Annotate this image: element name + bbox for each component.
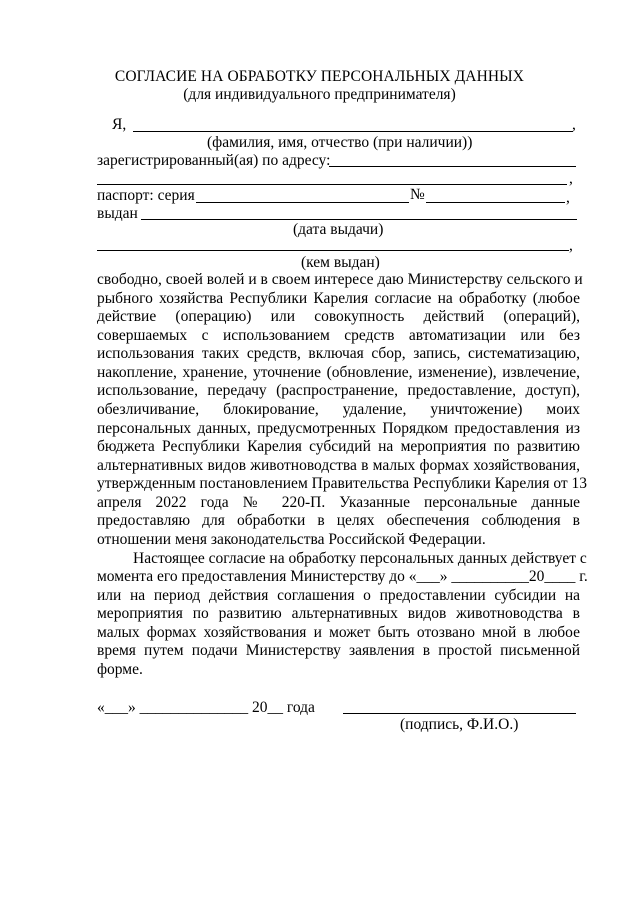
issue-date-caption: (дата выдачи) bbox=[293, 221, 384, 238]
paragraph-line: форме. bbox=[97, 661, 143, 678]
address-field-line[interactable] bbox=[329, 166, 576, 167]
paragraph-line: мероприятия по развитию альтернативных видов животноводства в bbox=[97, 605, 580, 622]
document-title: СОГЛАСИЕ НА ОБРАБОТКУ ПЕРСОНАЛЬНЫХ ДАННЫХ bbox=[114, 68, 525, 85]
document-subtitle: (для индивидуального предпринимателя) bbox=[183, 86, 456, 103]
paragraph-line: бюджета Республики Карелия субсидий на мероприятия по развитию bbox=[97, 438, 580, 455]
issued-by-caption: (кем выдан) bbox=[301, 254, 380, 271]
fio-comma: , bbox=[572, 116, 576, 133]
address-label: зарегистрированный(ая) по адресу: bbox=[97, 152, 331, 169]
signature-field-line[interactable] bbox=[343, 713, 576, 714]
paragraph-line: или на период действия соглашения о предоставлении субсидии на bbox=[97, 587, 580, 604]
paragraph-line: апреля 2022 года № 220-П. Указанные персональные данные bbox=[97, 494, 580, 511]
issued-by-comma: , bbox=[569, 237, 573, 254]
address-field-line-2[interactable] bbox=[97, 184, 567, 185]
paragraph-line: малых формах хозяйствования и может быть отозвано мной в любое bbox=[97, 624, 580, 641]
address-comma: , bbox=[569, 170, 573, 187]
signature-caption: (подпись, Ф.И.О.) bbox=[400, 716, 519, 733]
paragraph-line: использования таких средств, включая сбор, запись, систематизацию, bbox=[97, 345, 580, 362]
issued-label: выдан bbox=[97, 205, 138, 222]
issue-date-field-line[interactable] bbox=[141, 219, 577, 220]
passport-series-label: паспорт: серия bbox=[97, 187, 195, 204]
passport-number-field-line[interactable] bbox=[426, 202, 565, 203]
ya-label: Я, bbox=[112, 116, 127, 133]
issued-by-field-line[interactable] bbox=[97, 250, 569, 251]
paragraph-line: время путем подачи Министерству заявления в простой письменной bbox=[97, 642, 580, 659]
signature-date-line[interactable]: «___» ______________ 20__ года bbox=[97, 699, 315, 716]
paragraph-line: Настоящее согласие на обработку персональных данных действует с bbox=[133, 550, 587, 567]
paragraph-line: отношении меня законодательства Российской Федерации. bbox=[97, 531, 486, 548]
paragraph-line: использование, передачу (распространение, предоставление, доступ), bbox=[97, 382, 580, 399]
paragraph-line: момента его предоставления Министерству до «___» __________20____ г. bbox=[97, 568, 588, 585]
passport-series-field-line[interactable] bbox=[196, 202, 409, 203]
fio-caption: (фамилия, имя, отчество (при наличии)) bbox=[207, 134, 473, 151]
fio-field-line[interactable] bbox=[133, 131, 573, 132]
paragraph-line: предоставляю для обработки в целях обеспечения соблюдения в bbox=[97, 512, 580, 529]
paragraph-line: обезличивание, блокирование, удаление, уничтожение) моих bbox=[97, 401, 580, 418]
paragraph-line: альтернативных видов животноводства в малых формах хозяйствования, bbox=[97, 457, 580, 474]
paragraph-line: совершаемых с использованием средств автоматизации или без bbox=[97, 327, 580, 344]
paragraph-line: рыбного хозяйства Республики Карелия согласие на обработку (любое bbox=[97, 290, 580, 307]
paragraph-line: действие (операцию) или совокупность действий (операций), bbox=[97, 308, 580, 325]
paragraph-line: накопление, хранение, уточнение (обновление, изменение), извлечение, bbox=[97, 364, 580, 381]
paragraph-line: свободно, своей волей и в своем интересе даю Министерству сельского и bbox=[97, 271, 583, 288]
passport-number-sign: № bbox=[410, 186, 425, 203]
paragraph-line: персональных данных, предусмотренных Порядком предоставления из bbox=[97, 420, 580, 437]
passport-comma: , bbox=[566, 189, 570, 206]
paragraph-line: утвержденным постановлением Правительства Республики Карелия от 13 bbox=[97, 475, 588, 492]
